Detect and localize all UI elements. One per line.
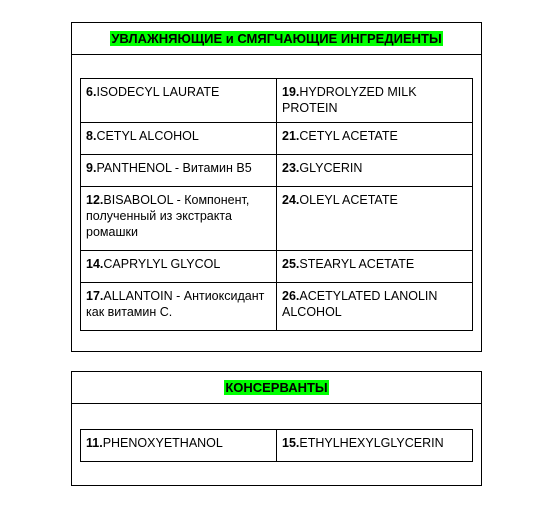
ingredient-cell bbox=[277, 251, 473, 283]
table-row bbox=[81, 251, 473, 283]
ingredient-name: HYDROLYZED MILK PROTEIN bbox=[282, 85, 417, 115]
ingredient-name: GLYCERIN bbox=[299, 161, 363, 175]
panel-header bbox=[72, 372, 481, 404]
preservatives-panel bbox=[71, 371, 482, 486]
ingredient-number: 14. bbox=[86, 257, 104, 271]
ingredient-name: ACETYLATED LANOLIN ALCOHOL bbox=[282, 289, 438, 319]
ingredient-name: ETHYLHEXYLGLYCERIN bbox=[299, 436, 444, 450]
ingredients-table bbox=[80, 78, 473, 331]
ingredient-cell bbox=[81, 123, 277, 155]
ingredient-name: CETYL ACETATE bbox=[299, 129, 398, 143]
ingredient-cell bbox=[81, 251, 277, 283]
table-row bbox=[81, 430, 473, 462]
ingredient-cell bbox=[277, 283, 473, 331]
table-row bbox=[81, 187, 473, 251]
ingredient-name: BISABOLOL - Компонент, полученный из экстракта ромашки bbox=[86, 193, 250, 239]
ingredient-cell bbox=[277, 123, 473, 155]
ingredient-name: PHENOXYETHANOL bbox=[102, 436, 223, 450]
table-row bbox=[81, 283, 473, 331]
ingredient-number: 19. bbox=[282, 85, 300, 99]
section-title: КОНСЕРВАНТЫ bbox=[225, 380, 328, 395]
panel-header bbox=[72, 23, 481, 55]
ingredient-number: 17. bbox=[86, 289, 104, 303]
ingredient-number: 21. bbox=[282, 129, 300, 143]
ingredient-number: 8. bbox=[86, 129, 97, 143]
ingredient-number: 23. bbox=[282, 161, 300, 175]
table-row bbox=[81, 123, 473, 155]
ingredient-number: 12. bbox=[86, 193, 104, 207]
ingredient-cell bbox=[81, 283, 277, 331]
ingredient-number: 11. bbox=[86, 436, 103, 450]
ingredient-cell bbox=[277, 79, 473, 123]
table-row bbox=[81, 155, 473, 187]
table-row bbox=[81, 79, 473, 123]
ingredient-name: PANTHENOL - Витамин B5 bbox=[96, 161, 252, 175]
moisturizing-ingredients-panel bbox=[71, 22, 482, 352]
ingredient-number: 26. bbox=[282, 289, 300, 303]
ingredient-cell bbox=[277, 430, 473, 462]
ingredient-number: 6. bbox=[86, 85, 97, 99]
ingredient-cell bbox=[81, 155, 277, 187]
preservatives-table bbox=[80, 429, 473, 462]
ingredient-number: 25. bbox=[282, 257, 300, 271]
ingredient-cell bbox=[81, 187, 277, 251]
ingredient-name: ISODECYL LAURATE bbox=[96, 85, 220, 99]
ingredient-name: ALLANTOIN - Антиоксидант как витамин C. bbox=[86, 289, 265, 319]
ingredient-name: CAPRYLYL GLYCOL bbox=[103, 257, 221, 271]
ingredient-name: CETYL ALCOHOL bbox=[96, 129, 199, 143]
ingredient-cell bbox=[81, 430, 277, 462]
section-title: УВЛАЖНЯЮЩИЕ и СМЯГЧАЮЩИЕ ИНГРЕДИЕНТЫ bbox=[111, 31, 442, 46]
ingredient-number: 9. bbox=[86, 161, 97, 175]
ingredient-name: STEARYL ACETATE bbox=[299, 257, 415, 271]
ingredient-cell bbox=[277, 155, 473, 187]
ingredient-number: 24. bbox=[282, 193, 300, 207]
ingredient-cell bbox=[277, 187, 473, 251]
ingredient-cell bbox=[81, 79, 277, 123]
ingredient-number: 15. bbox=[282, 436, 300, 450]
ingredient-name: OLEYL ACETATE bbox=[299, 193, 398, 207]
